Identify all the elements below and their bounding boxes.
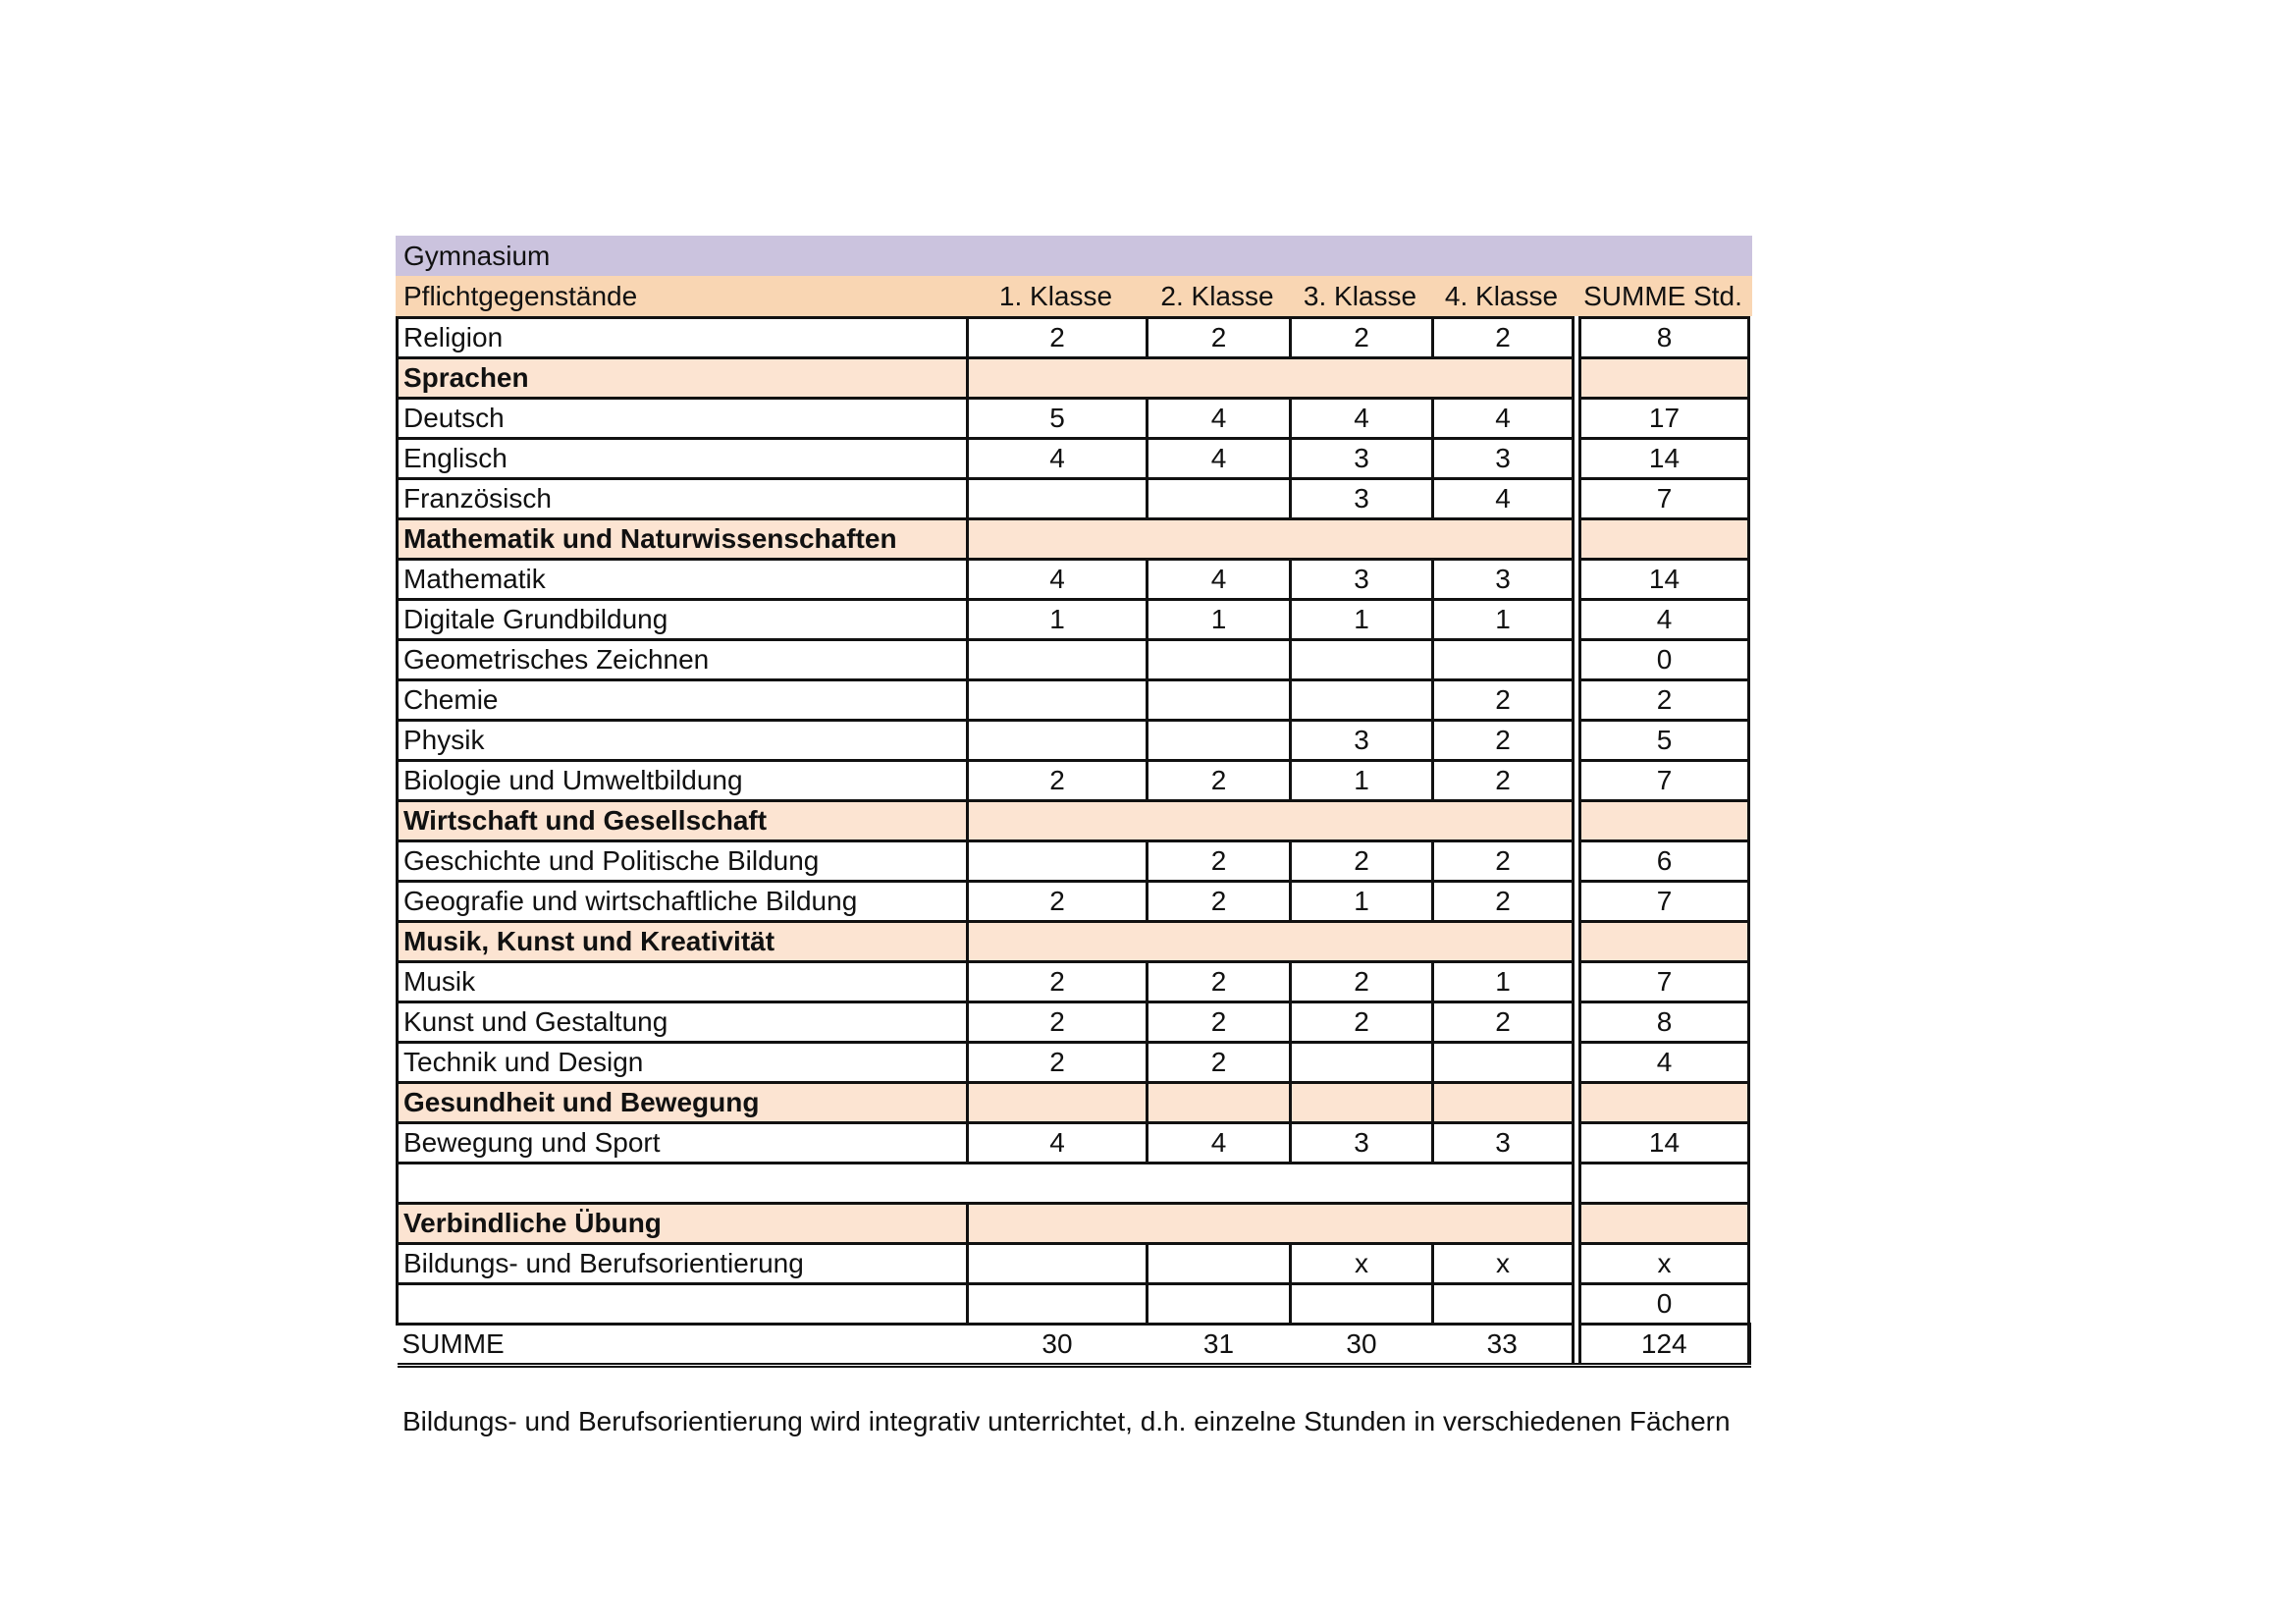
- column-header-class-1: 1. Klasse: [998, 280, 1113, 311]
- column-gap: [1574, 358, 1580, 399]
- column-gap: [1574, 439, 1580, 479]
- hours-cell-class-4: 1: [1433, 600, 1574, 640]
- row-sum-cell: 5: [1580, 721, 1749, 761]
- hours-cell-class-1: 1: [968, 600, 1148, 640]
- hours-cell-class-3: [1291, 1284, 1433, 1325]
- subject-row: [398, 1043, 1749, 1083]
- subject-label: Religion: [398, 318, 968, 358]
- column-header-class-2: 2. Klasse: [1160, 280, 1274, 311]
- total-label: SUMME: [398, 1325, 968, 1366]
- hours-cell-class-2: 1: [1148, 600, 1291, 640]
- hours-cell-class-2: 2: [1148, 318, 1291, 358]
- category-row: [398, 1204, 1749, 1244]
- hours-table-sheet: [396, 236, 1752, 1368]
- column-gap: [1574, 1244, 1580, 1284]
- category-row: [398, 519, 1749, 560]
- subject-label: Geschichte und Politische Bildung: [398, 841, 968, 882]
- hours-cell-class-2: 2: [1148, 761, 1291, 801]
- hours-cell-class-1: 2: [968, 761, 1148, 801]
- column-gap: [1574, 519, 1580, 560]
- row-sum-cell: 4: [1580, 1043, 1749, 1083]
- row-sum-cell: 14: [1580, 1123, 1749, 1164]
- hours-table-body: [398, 318, 1749, 1366]
- hours-cell-class-3: 3: [1291, 1123, 1433, 1164]
- hours-cell-class-4: 3: [1433, 439, 1574, 479]
- hours-cell-class-4: x: [1433, 1244, 1574, 1284]
- empty-cell: [398, 1164, 1574, 1204]
- subject-row: [398, 1284, 1749, 1325]
- hours-cell-class-4: 2: [1433, 721, 1574, 761]
- empty-cell: [1148, 1083, 1291, 1123]
- total-class-2: 31: [1148, 1325, 1291, 1366]
- hours-cell-class-3: 2: [1291, 318, 1433, 358]
- empty-cell: [1580, 922, 1749, 962]
- total-sum: 124: [1580, 1325, 1749, 1366]
- hours-cell-class-2: 2: [1148, 962, 1291, 1002]
- hours-cell-class-1: [968, 479, 1148, 519]
- column-header-class-3: 3. Klasse: [1303, 280, 1417, 311]
- hours-cell-class-4: 2: [1433, 1002, 1574, 1043]
- column-gap: [1574, 1204, 1580, 1244]
- hours-cell-class-2: [1148, 640, 1291, 680]
- subject-label: Physik: [398, 721, 968, 761]
- school-type-title: Gymnasium: [403, 240, 551, 271]
- empty-cell: [968, 922, 1574, 962]
- row-sum-cell: 8: [1580, 1002, 1749, 1043]
- hours-cell-class-3: 3: [1291, 479, 1433, 519]
- category-label: Mathematik und Naturwissenschaften: [398, 519, 968, 560]
- hours-cell-class-3: 2: [1291, 1002, 1433, 1043]
- hours-cell-class-4: 4: [1433, 479, 1574, 519]
- hours-cell-class-3: [1291, 680, 1433, 721]
- subject-label: Bewegung und Sport: [398, 1123, 968, 1164]
- empty-cell: [1580, 1164, 1749, 1204]
- subject-label: Biologie und Umweltbildung: [398, 761, 968, 801]
- empty-cell: [1580, 801, 1749, 841]
- category-label: Gesundheit und Bewegung: [398, 1083, 968, 1123]
- row-sum-cell: 0: [1580, 1284, 1749, 1325]
- hours-cell-class-3: 3: [1291, 439, 1433, 479]
- hours-cell-class-3: 3: [1291, 560, 1433, 600]
- row-sum-cell: 7: [1580, 761, 1749, 801]
- hours-cell-class-3: 2: [1291, 962, 1433, 1002]
- subject-row: [398, 761, 1749, 801]
- column-gap: [1574, 801, 1580, 841]
- row-sum-cell: 6: [1580, 841, 1749, 882]
- hours-cell-class-2: [1148, 680, 1291, 721]
- subject-label: Musik: [398, 962, 968, 1002]
- hours-cell-class-1: 2: [968, 1043, 1148, 1083]
- subject-label: Französisch: [398, 479, 968, 519]
- column-gap: [1574, 399, 1580, 439]
- subject-label: Digitale Grundbildung: [398, 600, 968, 640]
- hours-cell-class-4: 2: [1433, 841, 1574, 882]
- hours-cell-class-1: 4: [968, 439, 1148, 479]
- school-type-header: [396, 236, 1752, 276]
- total-class-3: 30: [1291, 1325, 1433, 1366]
- column-gap: [1574, 841, 1580, 882]
- category-label: Verbindliche Übung: [398, 1204, 968, 1244]
- subject-label: [398, 1284, 968, 1325]
- column-header-sum: SUMME Std.: [1583, 280, 1742, 311]
- hours-cell-class-1: 4: [968, 1123, 1148, 1164]
- subject-label: Bildungs- und Berufsorientierung: [398, 1244, 968, 1284]
- row-sum-cell: 7: [1580, 479, 1749, 519]
- hours-cell-class-4: 2: [1433, 680, 1574, 721]
- hours-cell-class-1: 4: [968, 560, 1148, 600]
- empty-cell: [968, 801, 1574, 841]
- empty-cell: [968, 1083, 1148, 1123]
- subject-label: Deutsch: [398, 399, 968, 439]
- hours-cell-class-1: [968, 721, 1148, 761]
- hours-cell-class-2: [1148, 721, 1291, 761]
- hours-cell-class-3: 2: [1291, 841, 1433, 882]
- hours-cell-class-2: 4: [1148, 439, 1291, 479]
- row-sum-cell: 4: [1580, 600, 1749, 640]
- column-gap: [1574, 1164, 1580, 1204]
- subject-label: Kunst und Gestaltung: [398, 1002, 968, 1043]
- hours-cell-class-3: 1: [1291, 761, 1433, 801]
- hours-cell-class-1: 2: [968, 1002, 1148, 1043]
- subject-row: [398, 560, 1749, 600]
- hours-cell-class-4: 1: [1433, 962, 1574, 1002]
- hours-cell-class-2: [1148, 1244, 1291, 1284]
- subject-row: [398, 962, 1749, 1002]
- hours-cell-class-3: 1: [1291, 882, 1433, 922]
- subject-row: [398, 399, 1749, 439]
- hours-cell-class-2: 2: [1148, 841, 1291, 882]
- subject-row: [398, 680, 1749, 721]
- column-gap: [1574, 479, 1580, 519]
- hours-cell-class-2: 4: [1148, 399, 1291, 439]
- column-gap: [1574, 761, 1580, 801]
- hours-cell-class-1: [968, 841, 1148, 882]
- row-sum-cell: 17: [1580, 399, 1749, 439]
- row-sum-cell: 8: [1580, 318, 1749, 358]
- row-sum-cell: 0: [1580, 640, 1749, 680]
- subject-row: [398, 479, 1749, 519]
- hours-cell-class-1: 2: [968, 962, 1148, 1002]
- subject-row: [398, 721, 1749, 761]
- column-gap: [1574, 1043, 1580, 1083]
- row-sum-cell: 14: [1580, 560, 1749, 600]
- column-gap: [1574, 600, 1580, 640]
- subject-row: [398, 841, 1749, 882]
- hours-cell-class-3: [1291, 1043, 1433, 1083]
- hours-cell-class-2: 2: [1148, 882, 1291, 922]
- hours-cell-class-1: 2: [968, 882, 1148, 922]
- hours-cell-class-2: 4: [1148, 560, 1291, 600]
- column-gap: [1574, 1083, 1580, 1123]
- total-class-4: 33: [1433, 1325, 1574, 1366]
- hours-cell-class-1: [968, 1284, 1148, 1325]
- subject-label: Chemie: [398, 680, 968, 721]
- hours-cell-class-4: 4: [1433, 399, 1574, 439]
- hours-cell-class-4: 2: [1433, 318, 1574, 358]
- column-gap: [1574, 1284, 1580, 1325]
- column-gap: [1574, 962, 1580, 1002]
- category-label: Musik, Kunst und Kreativität: [398, 922, 968, 962]
- empty-cell: [1580, 1204, 1749, 1244]
- empty-cell: [1433, 1083, 1574, 1123]
- row-sum-cell: x: [1580, 1244, 1749, 1284]
- hours-cell-class-1: 5: [968, 399, 1148, 439]
- column-gap: [1574, 318, 1580, 358]
- blank-row: [398, 1164, 1749, 1204]
- subject-row: [398, 1123, 1749, 1164]
- column-gap: [1574, 1325, 1580, 1366]
- column-header-class-4: 4. Klasse: [1444, 280, 1559, 311]
- hours-cell-class-4: [1433, 1284, 1574, 1325]
- category-label: Wirtschaft und Gesellschaft: [398, 801, 968, 841]
- column-gap: [1574, 922, 1580, 962]
- subject-row: [398, 600, 1749, 640]
- hours-cell-class-1: [968, 1244, 1148, 1284]
- row-sum-cell: 2: [1580, 680, 1749, 721]
- hours-cell-class-3: x: [1291, 1244, 1433, 1284]
- hours-cell-class-1: 2: [968, 318, 1148, 358]
- subject-row: [398, 318, 1749, 358]
- subject-label: Geografie und wirtschaftliche Bildung: [398, 882, 968, 922]
- hours-cell-class-2: [1148, 479, 1291, 519]
- category-row: [398, 922, 1749, 962]
- column-header-subjects: Pflichtgegenstände: [403, 280, 638, 311]
- empty-cell: [968, 358, 1574, 399]
- subject-row: [398, 1244, 1749, 1284]
- hours-cell-class-4: 3: [1433, 1123, 1574, 1164]
- empty-cell: [1580, 1083, 1749, 1123]
- hours-cell-class-3: 4: [1291, 399, 1433, 439]
- subject-label: Geometrisches Zeichnen: [398, 640, 968, 680]
- category-row: [398, 1083, 1749, 1123]
- subject-row: [398, 640, 1749, 680]
- subject-label: Englisch: [398, 439, 968, 479]
- column-gap: [1574, 882, 1580, 922]
- subject-row: [398, 439, 1749, 479]
- column-gap: [1574, 1002, 1580, 1043]
- column-gap: [1574, 721, 1580, 761]
- column-header-row: [396, 276, 1752, 316]
- column-gap: [1574, 640, 1580, 680]
- hours-cell-class-3: [1291, 640, 1433, 680]
- hours-table: [396, 316, 1751, 1368]
- column-gap: [1574, 560, 1580, 600]
- subject-row: [398, 882, 1749, 922]
- hours-cell-class-3: 3: [1291, 721, 1433, 761]
- empty-cell: [1291, 1083, 1433, 1123]
- hours-cell-class-3: 1: [1291, 600, 1433, 640]
- row-sum-cell: 7: [1580, 882, 1749, 922]
- empty-cell: [1580, 358, 1749, 399]
- empty-cell: [968, 1204, 1574, 1244]
- hours-cell-class-4: [1433, 640, 1574, 680]
- subject-row: [398, 1002, 1749, 1043]
- empty-cell: [968, 519, 1574, 560]
- total-row: [398, 1325, 1749, 1366]
- category-row: [398, 801, 1749, 841]
- hours-cell-class-1: [968, 640, 1148, 680]
- hours-cell-class-4: 3: [1433, 560, 1574, 600]
- row-sum-cell: 14: [1580, 439, 1749, 479]
- subject-label: Mathematik: [398, 560, 968, 600]
- hours-cell-class-2: 2: [1148, 1043, 1291, 1083]
- row-sum-cell: 7: [1580, 962, 1749, 1002]
- empty-cell: [1580, 519, 1749, 560]
- column-gap: [1574, 1123, 1580, 1164]
- hours-cell-class-2: [1148, 1284, 1291, 1325]
- hours-cell-class-4: [1433, 1043, 1574, 1083]
- hours-cell-class-4: 2: [1433, 761, 1574, 801]
- hours-cell-class-2: 2: [1148, 1002, 1291, 1043]
- category-row: [398, 358, 1749, 399]
- hours-cell-class-1: [968, 680, 1148, 721]
- hours-cell-class-2: 4: [1148, 1123, 1291, 1164]
- hours-cell-class-4: 2: [1433, 882, 1574, 922]
- category-label: Sprachen: [398, 358, 968, 399]
- total-class-1: 30: [968, 1325, 1148, 1366]
- column-gap: [1574, 680, 1580, 721]
- subject-label: Technik und Design: [398, 1043, 968, 1083]
- footnote: Bildungs- und Berufsorientierung wird integrativ unterrichtet, d.h. einzelne Stunden in verschiedenen Fächern: [402, 1406, 1731, 1436]
